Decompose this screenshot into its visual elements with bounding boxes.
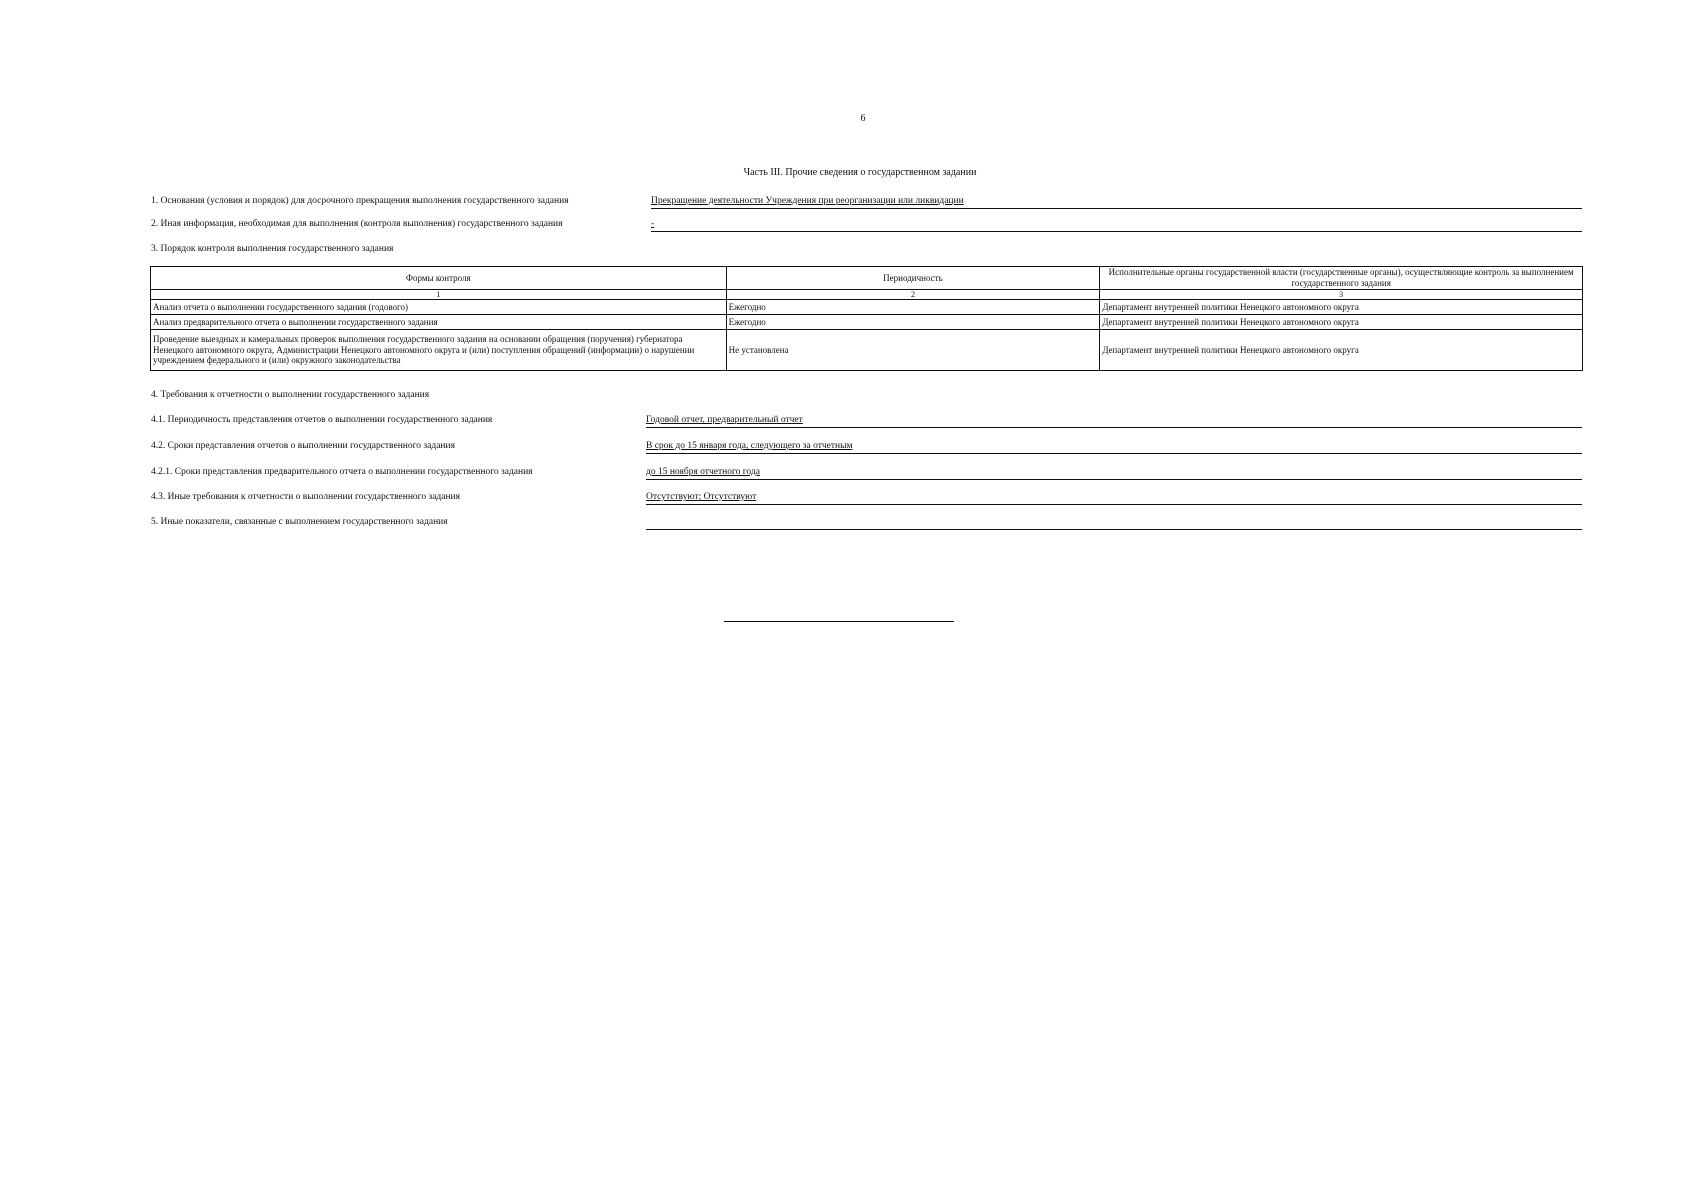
item-4-1-row	[151, 415, 1582, 429]
item-5-value-field	[646, 517, 1582, 530]
column-number-1: 1	[151, 290, 727, 300]
item-4-1-value: Годовой отчет, предварительный отчет	[646, 415, 803, 425]
control-table-header-row	[151, 267, 1583, 290]
item-4-3-value: Отсутствуют; Отсутствуют	[646, 492, 757, 502]
row-2-periodicity: Ежегодно	[726, 315, 1100, 330]
control-table	[150, 266, 1583, 371]
item-1-row	[151, 196, 1582, 210]
item-4-2-label: 4.2. Сроки представления отчетов о выполнении государственного задания	[151, 441, 455, 451]
item-5-label: 5. Иные показатели, связанные с выполнением государственного задания	[151, 517, 448, 527]
part-title: Часть III. Прочие сведения о государственном задании	[743, 167, 977, 178]
column-number-3: 3	[1100, 290, 1583, 300]
item-4-3-label: 4.3. Иные требования к отчетности о выполнении государственного задания	[151, 492, 460, 502]
table-row	[151, 315, 1583, 330]
table-row	[151, 300, 1583, 315]
item-4-heading: 4. Требования к отчетности о выполнении государственного задания	[151, 390, 430, 400]
item-1-label: 1. Основания (условия и порядок) для досрочного прекращения выполнения государственного задания	[151, 196, 569, 206]
item-4-2-value: В срок до 15 января года, следующего за отчетным	[646, 441, 853, 451]
item-1-value: Прекращение деятельности Учреждения при реорганизации или ликвидации	[651, 196, 964, 206]
item-1-value-field	[651, 196, 1582, 209]
header-forms: Формы контроля	[151, 267, 727, 290]
table-row	[151, 330, 1583, 371]
item-4-2-1-value: до 15 ноября отчетного года	[646, 467, 760, 477]
row-2-form: Анализ предварительного отчета о выполнении государственного задания	[151, 315, 727, 330]
row-1-authority: Департамент внутренней политики Ненецкого автономного округа	[1100, 300, 1583, 315]
page-number: 6	[860, 113, 866, 124]
header-periodicity: Периодичность	[726, 267, 1100, 290]
row-3-authority: Департамент внутренней политики Ненецкого автономного округа	[1100, 330, 1583, 371]
item-3-heading: 3. Порядок контроля выполнения государственного задания	[151, 244, 394, 254]
row-3-periodicity: Не установлена	[726, 330, 1100, 371]
item-4-2-row	[151, 441, 1582, 455]
item-4-3-value-field	[646, 492, 1582, 505]
bottom-rule	[724, 621, 954, 622]
item-4-2-1-row	[151, 467, 1582, 481]
item-2-value-field	[651, 219, 1582, 232]
item-5-row	[151, 517, 1582, 531]
item-2-value: -	[651, 219, 655, 229]
header-authority: Исполнительные органы государственной власти (государственные органы), осуществляющие контроль за выполнением государственного задания	[1100, 267, 1583, 290]
item-4-2-value-field	[646, 441, 1582, 454]
row-2-authority: Департамент внутренней политики Ненецкого автономного округа	[1100, 315, 1583, 330]
item-4-2-1-label: 4.2.1. Сроки представления предварительного отчета о выполнении государственного задания	[151, 467, 533, 477]
row-1-periodicity: Ежегодно	[726, 300, 1100, 315]
item-4-1-value-field	[646, 415, 1582, 428]
item-4-3-row	[151, 492, 1582, 506]
row-1-form: Анализ отчета о выполнении государственного задания (годового)	[151, 300, 727, 315]
control-table-column-number-row	[151, 290, 1583, 300]
item-4-1-label: 4.1. Периодичность представления отчетов о выполнении государственного задания	[151, 415, 493, 425]
column-number-2: 2	[726, 290, 1100, 300]
item-4-2-1-value-field	[646, 467, 1582, 480]
row-3-form: Проведение выездных и камеральных проверок выполнения государственного задания на основании обращения (поручения) губернатора Ненецкого автономного округа, Администрации Ненецкого автономного округа и (или) поступления обращений (информации) о нарушении учреждением федерального и (или) окружного законодательства	[151, 330, 727, 371]
item-2-row	[151, 219, 1582, 233]
item-2-label: 2. Иная информация, необходимая для выполнения (контроля выполнения) государственного задания	[151, 219, 563, 229]
